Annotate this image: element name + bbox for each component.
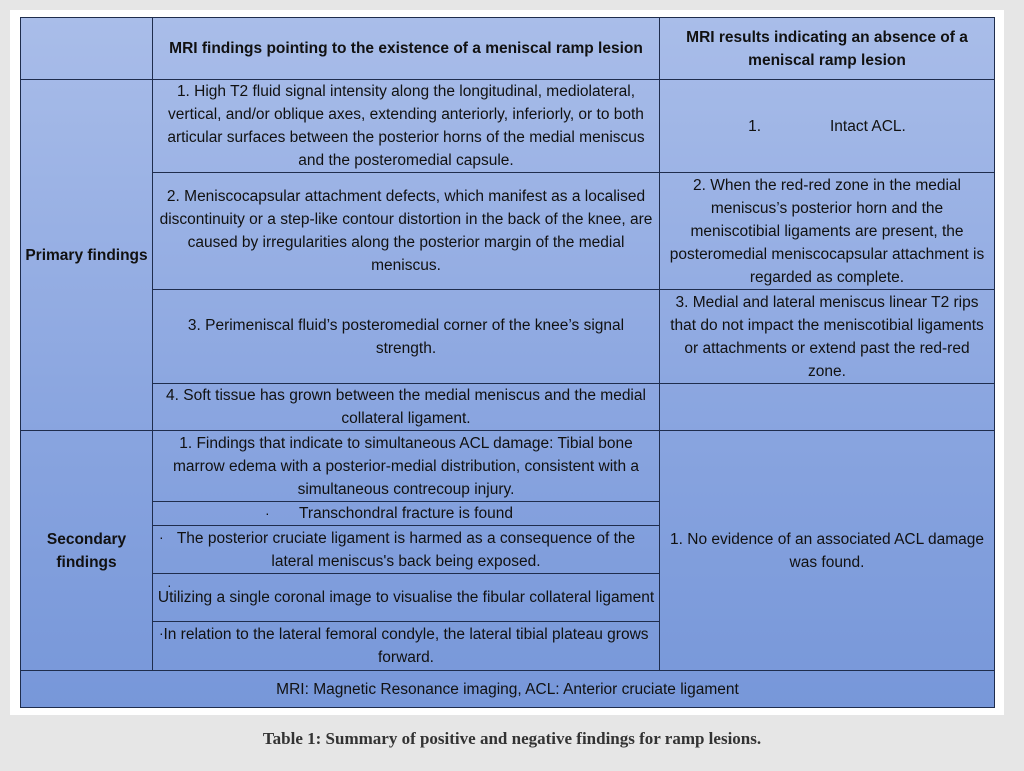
primary-positive-cell: 3. Perimeniscal fluid’s posteromedial corner of the knee’s signal strength. xyxy=(153,290,660,384)
table-footnote: MRI: Magnetic Resonance imaging, ACL: Anterior cruciate ligament xyxy=(21,671,995,708)
secondary-bullet-cell xyxy=(153,622,660,671)
primary-negative-cell: 1. Intact ACL. xyxy=(660,80,995,173)
table-row xyxy=(21,431,995,502)
primary-positive-cell: 1. High T2 fluid signal intensity along the longitudinal, mediolateral, vertical, and/or oblique axes, extending anteriorly, inferiorly, or to both articular surfaces between the posterior horns of the medial meniscus and the posteromedial capsule. xyxy=(153,80,660,173)
secondary-positive-cell: 1. Findings that indicate to simultaneous ACL damage: Tibial bone marrow edema with a posterior-medial distribution, consistent with a simultaneous contrecoup injury. xyxy=(153,431,660,502)
primary-negative-cell: 2. When the red-red zone in the medial meniscus’s posterior horn and the meniscotibial ligaments are present, the posteromedial meniscocapsular attachment is regarded as complete. xyxy=(660,173,995,290)
bullet-marker: · xyxy=(167,577,172,593)
table-row xyxy=(21,80,995,173)
bullet-marker: · xyxy=(159,625,164,641)
footer-row xyxy=(21,671,995,708)
table-row xyxy=(21,384,995,431)
primary-positive-cell: 2. Meniscocapsular attachment defects, which manifest as a localised discontinuity or a step-like contour distortion in the back of the knee, are caused by irregularities along the posterior margin of the medial meniscus. xyxy=(153,173,660,290)
secondary-bullet-cell xyxy=(153,526,660,574)
table-row xyxy=(21,290,995,384)
table-caption: Table 1: Summary of positive and negative findings for ramp lesions. xyxy=(262,729,762,748)
primary-negative-cell: 3. Medial and lateral meniscus linear T2 rips that do not impact the meniscotibial ligaments or attachments or extend past the red-red zone. xyxy=(660,290,995,384)
header-positive-findings: MRI findings pointing to the existence of a meniscal ramp lesion xyxy=(153,18,660,80)
header-corner-cell xyxy=(21,18,153,80)
bullet-text: Transchondral fracture is found xyxy=(299,505,513,522)
table-row xyxy=(21,173,995,290)
row-label-secondary: Secondary findings xyxy=(21,431,153,671)
bullet-text: The posterior cruciate ligament is harmed as a consequence of the lateral meniscus's back being exposed. xyxy=(176,529,636,570)
bullet-marker: · xyxy=(265,505,270,521)
bullet-text: In relation to the lateral femoral condyle, the lateral tibial plateau grows forward. xyxy=(163,626,649,666)
secondary-bullet-cell xyxy=(153,502,660,526)
bullet-text: Utilizing a single coronal image to visualise the fibular collateral ligament xyxy=(157,589,655,606)
bullet-marker: · xyxy=(159,529,164,545)
primary-negative-cell xyxy=(660,384,995,431)
row-label-primary: Primary findings xyxy=(21,80,153,431)
secondary-negative-cell: 1. No evidence of an associated ACL damage was found. xyxy=(660,431,995,671)
primary-positive-cell: 4. Soft tissue has grown between the medial meniscus and the medial collateral ligament. xyxy=(153,384,660,431)
secondary-bullet-cell xyxy=(153,574,660,622)
header-row xyxy=(21,18,995,80)
header-negative-findings: MRI results indicating an absence of a meniscal ramp lesion xyxy=(660,18,995,80)
findings-table xyxy=(20,17,995,708)
